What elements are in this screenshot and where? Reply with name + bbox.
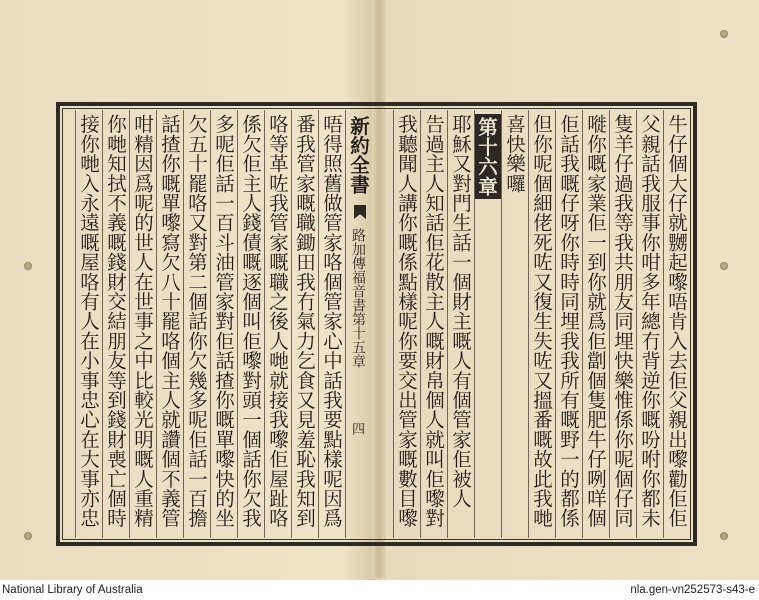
text-column: 但你呢個細佬死咗又復生失咗又搵番嘅故此我哋 — [528, 110, 555, 538]
binding-hole — [720, 262, 728, 270]
binding-hole — [24, 262, 32, 270]
text-column: 父親話我服事你咁多年總冇背逆你嘅吩咐你都未 — [636, 110, 663, 538]
text-column: 多呢佢話一百斗油管家對佢話揸你嘅單嚟快的坐 — [210, 110, 237, 538]
chapter-heading: 第十六章 — [474, 114, 501, 199]
text-column: 耶穌又對門生話一個財主嘅人有個管家佢被人 — [447, 110, 474, 538]
chapter-running-title: 路加傳福音書第十五章 — [350, 228, 366, 368]
text-column: 係欠佢主人錢債嘅逐個叫佢嚟對頭一個話你欠我 — [237, 110, 264, 538]
viewer-footer — [0, 580, 759, 600]
text-column: 佢話我嘅仔呀你時時同埋我我所有嘅野一的都係 — [555, 110, 582, 538]
page-number: 四 — [349, 422, 364, 435]
text-column: 牛仔個大仔就嬲起嚟唔肯入去佢父親出嚟勸佢佢 — [663, 110, 690, 538]
image-identifier: nla.gen-vn252573-s43-e — [630, 584, 755, 596]
text-column: 告過主人知話佢花散主人嘅財帛個人就叫佢嚟對 — [420, 110, 447, 538]
right-page-text — [388, 110, 690, 538]
text-column: 番我管家嘅職鋤田我冇氣力乞食又見羞恥我知到 — [291, 110, 318, 538]
text-column: 話揸你嘅單嚟寫欠八十罷咯個主人就讚個不義管 — [156, 110, 183, 538]
binding-hole — [720, 30, 728, 38]
left-page-text — [64, 110, 372, 538]
library-credit: National Library of Australia — [2, 584, 143, 596]
text-column: 咯等革咗我管家嘅職之後人哋就接我嚟佢屋趾咯 — [264, 110, 291, 538]
text-column: 我聽聞人講你嘅係點樣呢你要交出管家嘅數目嚟 — [393, 110, 420, 538]
text-column: 欠五十罷咯又對第二個話你欠幾多呢佢話一百擔 — [183, 110, 210, 538]
binding-hole — [24, 532, 32, 540]
chapter-heading-column — [474, 110, 501, 538]
text-column: 你哋知拭不義嘅錢財交結朋友等到錢財喪亡個時 — [102, 110, 129, 538]
text-column: 嘥你嘅家業佢一到你就爲佢劏個隻肥牛仔咧咩個 — [582, 110, 609, 538]
text-column: 接你哋入永遠嘅屋咯有人在小事忠心在大事亦忠 — [75, 110, 102, 538]
text-column: 唔得照舊做管家咯個管家心中話我要點樣呢因爲 — [318, 110, 345, 538]
book-title: 新約全書 — [347, 116, 370, 194]
text-column: 喜快樂囉 — [501, 110, 528, 538]
binding-hole — [720, 532, 728, 540]
title-margin — [345, 110, 372, 538]
text-column: 隻羊仔過我等我共朋友同埋快樂惟係你呢個仔同 — [609, 110, 636, 538]
text-column: 咁精因爲呢的世人在世事之中比較光明嘅人重精 — [129, 110, 156, 538]
fishtail-mark-icon — [354, 205, 366, 219]
